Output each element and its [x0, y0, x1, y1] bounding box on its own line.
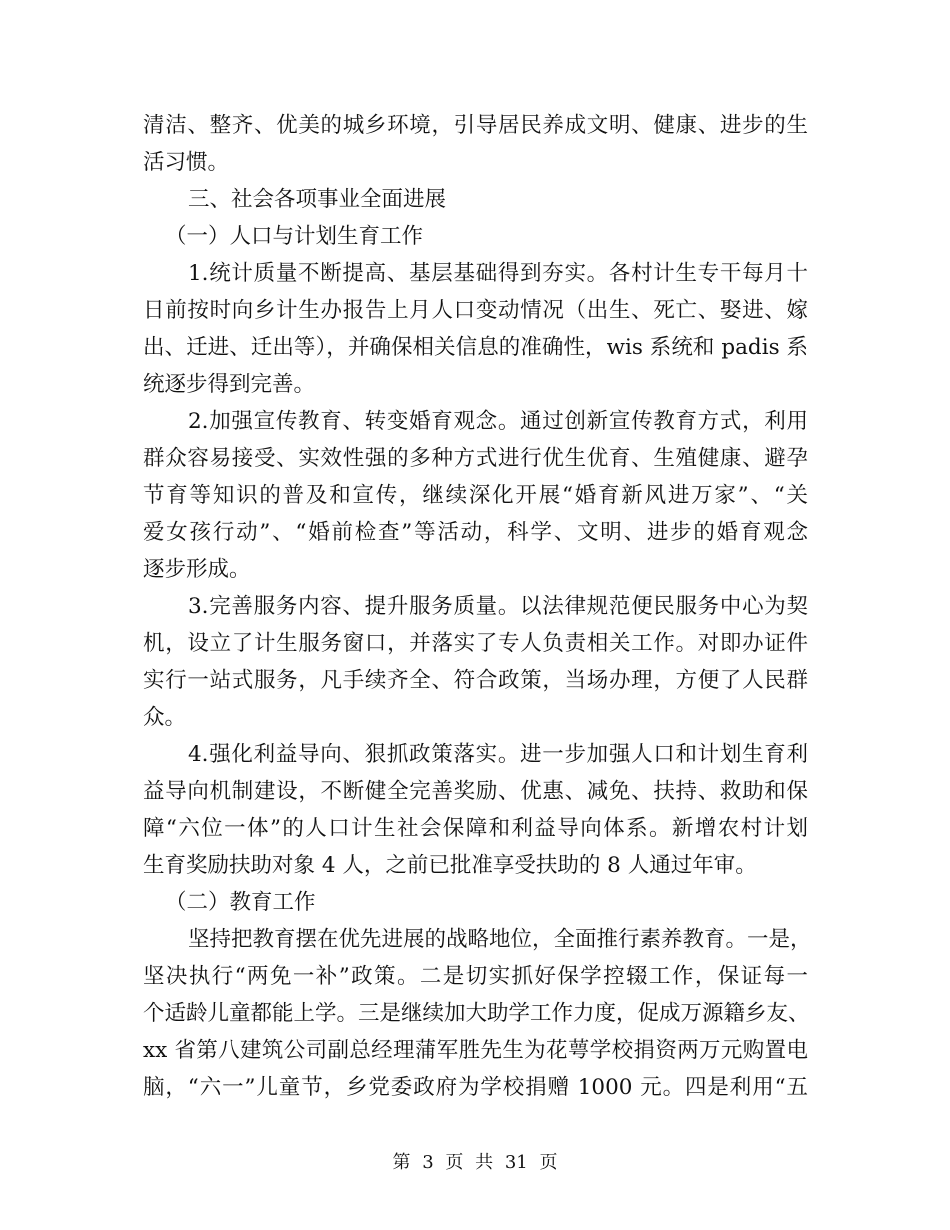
- body-text-line: 节育等知识的普及和宣传，继续深化开展“婚育新风进万家”、“关: [143, 483, 808, 508]
- body-text-line: 3.完善服务内容、提升服务质量。以法律规范便民服务中心为契: [188, 594, 808, 619]
- body-text-line: 生育奖励扶助对象 4 人，之前已批准享受扶助的 8 人通过年审。: [143, 853, 757, 878]
- body-text-line: 群众容易接受、实效性强的多种方式进行优生优育、生殖健康、避孕: [143, 446, 808, 471]
- body-text-line: 实行一站式服务，凡手续齐全、符合政策，当场办理，方便了人民群: [143, 668, 808, 693]
- body-text-line: 1.统计质量不断提高、基层基础得到夯实。各村计生专干每月十: [188, 261, 808, 286]
- body-text-line: 4.强化利益导向、狠抓政策落实。进一步加强人口和计划生育利: [188, 742, 808, 767]
- body-text-line: 脑，“六一”儿童节，乡党委政府为学校捐赠 1000 元。四是利用“五: [143, 1075, 808, 1100]
- body-text-line: 出、迁进、迁出等），并确保相关信息的准确性，wis 系统和 padis 系: [143, 335, 808, 360]
- body-text-line: 坚持把教育摆在优先进展的战略地位，全面推行素养教育。一是，: [188, 927, 812, 952]
- body-text-line: 众。: [143, 705, 187, 730]
- body-text-line: 爱女孩行动”、“婚前检查”等活动，科学、文明、进步的婚育观念: [143, 520, 808, 545]
- subsection-heading: （二）教育工作: [165, 890, 316, 915]
- body-text-line: 日前按时向乡计生办报告上月人口变动情况（出生、死亡、娶进、嫁: [143, 298, 808, 323]
- body-text-line: 统逐步得到完善。: [143, 372, 316, 397]
- body-text-line: 机，设立了计生服务窗口，并落实了专人负责相关工作。对即办证件: [143, 631, 808, 656]
- body-text-line: xx 省第八建筑公司副总经理蒲军胜先生为花萼学校捐资两万元购置电: [143, 1038, 808, 1063]
- page-number-footer: 第 3 页 共 31 页: [392, 1152, 558, 1173]
- body-text-line: 清洁、整齐、优美的城乡环境，引导居民养成文明、健康、进步的生: [143, 113, 808, 138]
- body-text-line: 活习惯。: [143, 150, 230, 175]
- body-text-line: 逐步形成。: [143, 557, 251, 582]
- body-text-line: 个适龄儿童都能上学。三是继续加大助学工作力度，促成万源籍乡友、: [143, 1001, 810, 1026]
- body-text-line: 障“六位一体”的人口计生社会保障和利益导向体系。新增农村计划: [143, 816, 808, 841]
- body-text-line: 坚决执行“两免一补”政策。二是切实抓好保学控辍工作，保证每一: [143, 964, 808, 989]
- section-heading: 三、社会各项事业全面进展: [188, 187, 447, 212]
- subsection-heading: （一）人口与计划生育工作: [165, 224, 424, 249]
- body-text-line: 2.加强宣传教育、转变婚育观念。通过创新宣传教育方式，利用: [188, 409, 808, 434]
- body-text-line: 益导向机制建设，不断健全完善奖励、优惠、减免、扶持、救助和保: [143, 779, 808, 804]
